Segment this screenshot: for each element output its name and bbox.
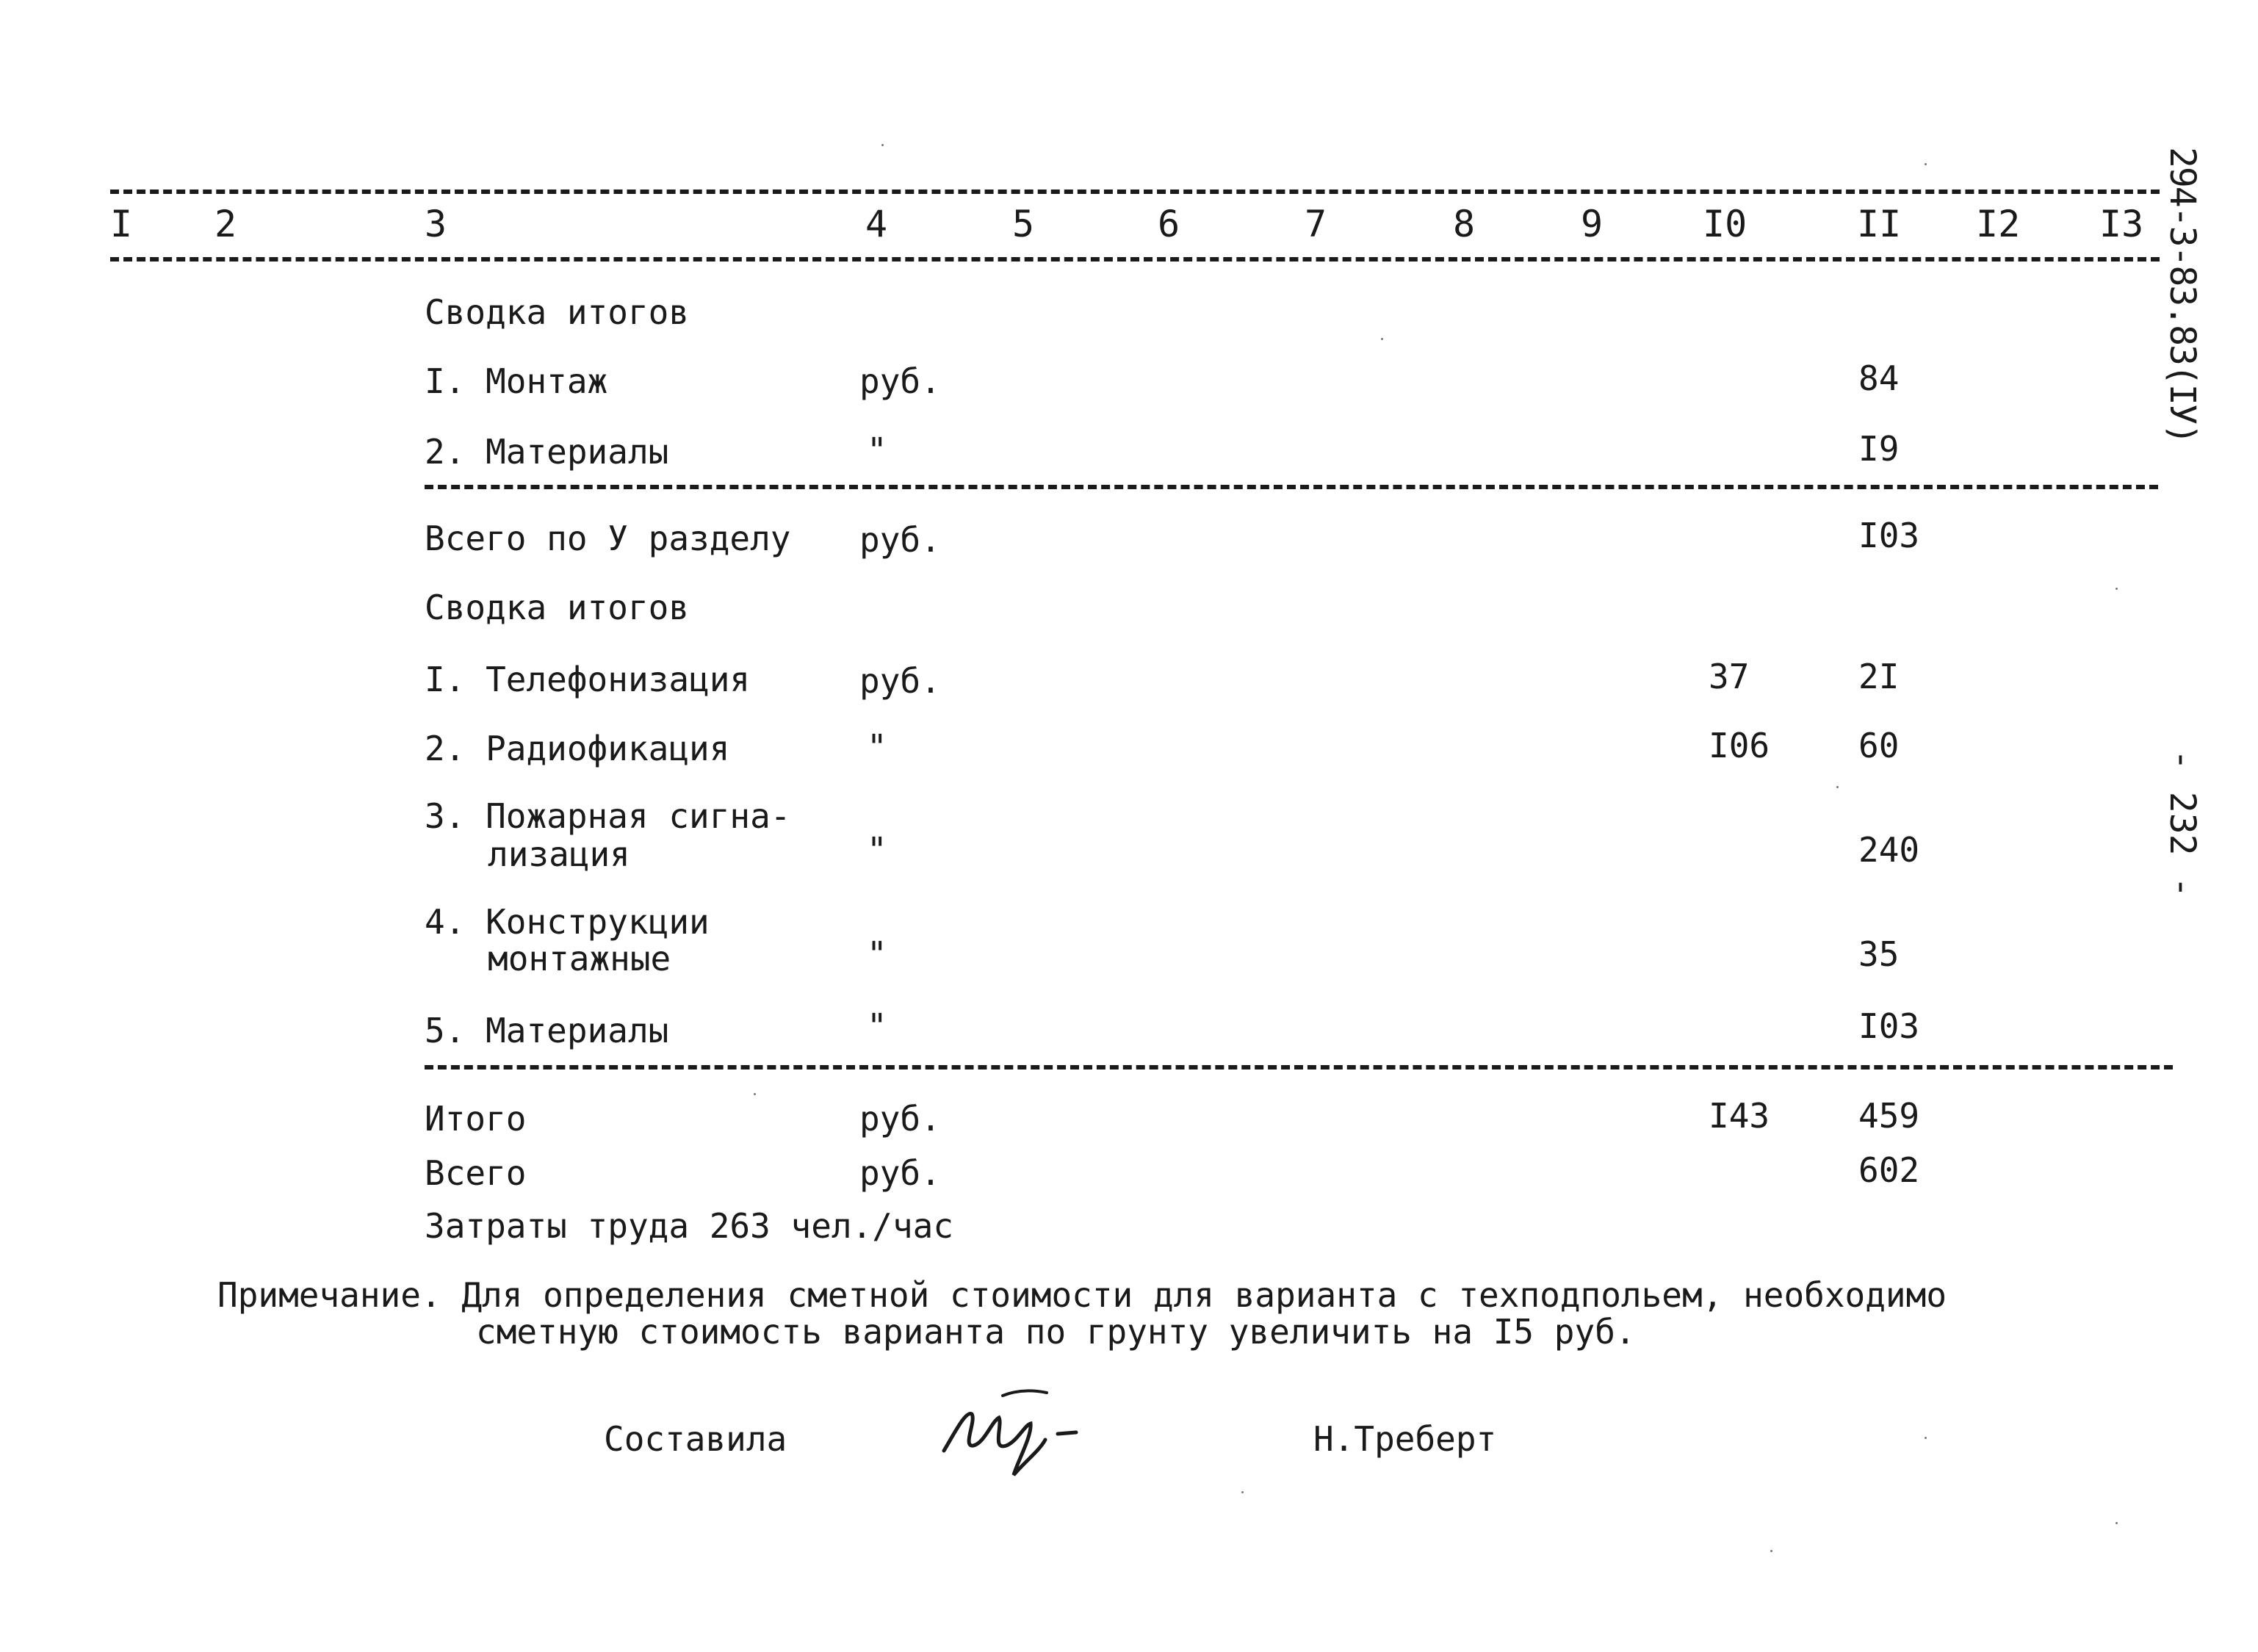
row-value-col11: I9: [1858, 429, 1900, 469]
column-number: I0: [1703, 203, 1747, 245]
row-unit: ": [867, 934, 887, 974]
total-unit: руб.: [859, 520, 941, 560]
row-name: 4. Конструкции: [425, 902, 710, 942]
itogo-name: Итого: [425, 1099, 527, 1139]
note-line-2: сметную стоимость варианта по грунту увеличить на I5 руб.: [476, 1312, 1636, 1352]
row-value-col11: 35: [1858, 934, 1900, 974]
itogo-unit: руб.: [859, 1099, 941, 1139]
scan-speck: [881, 144, 884, 146]
vsego-unit: руб.: [859, 1153, 941, 1193]
itogo-value-col11: 459: [1858, 1096, 1920, 1136]
section-v-rule: [425, 485, 2158, 489]
labor-cost: Затраты труда 263 чел./час: [425, 1206, 954, 1246]
row-value-col11: 2I: [1858, 657, 1900, 696]
header-top-rule: [110, 190, 2160, 194]
column-number: I: [110, 203, 133, 245]
row-value-col10: 37: [1709, 657, 1750, 696]
row-value-col10: I06: [1709, 726, 1770, 765]
scan-speck: [1925, 163, 1927, 165]
compiled-by-label: Составила: [604, 1419, 787, 1459]
scan-speck: [1770, 1550, 1772, 1552]
scan-speck: [1241, 1491, 1244, 1493]
row-unit: ": [867, 830, 887, 870]
column-number: 3: [425, 203, 447, 245]
page-number: - 232 -: [2162, 749, 2203, 898]
column-number: 7: [1305, 203, 1327, 245]
scan-speck: [1381, 338, 1383, 340]
signer-name: Н.Треберт: [1313, 1419, 1497, 1459]
column-number: I2: [1976, 203, 2021, 245]
column-number: 2: [214, 203, 237, 245]
row-unit: руб.: [859, 361, 941, 401]
summary-title: Сводка итогов: [425, 292, 690, 332]
row-name-continued: лизация: [488, 834, 630, 874]
row-name: 5. Материалы: [425, 1011, 669, 1050]
vsego-name: Всего: [425, 1153, 527, 1193]
row-name: I. Монтаж: [425, 361, 608, 401]
vsego-value-col11: 602: [1858, 1150, 1920, 1190]
column-number: 4: [865, 203, 888, 245]
row-name: 2. Радиофикация: [425, 729, 730, 768]
column-number: 8: [1453, 203, 1476, 245]
row-unit: ": [867, 1006, 887, 1046]
itogo-value-col10: I43: [1709, 1096, 1770, 1136]
column-number: I3: [2099, 203, 2144, 245]
row-value-col11: I03: [1858, 1006, 1920, 1046]
handwritten-signature: [929, 1381, 1091, 1484]
column-number: 5: [1012, 203, 1035, 245]
row-unit: ": [867, 727, 887, 767]
row-value-col11: 84: [1858, 358, 1900, 398]
column-number: 9: [1581, 203, 1604, 245]
row-name: I. Телефонизация: [425, 660, 751, 699]
section-vi-rule: [425, 1065, 2173, 1070]
note-line-1: Примечание. Для определения сметной стоимости для варианта с техподпольем, необходимо: [217, 1275, 1947, 1315]
scan-speck: [1836, 786, 1839, 788]
scan-speck: [754, 1093, 756, 1095]
column-number: II: [1857, 203, 1902, 245]
scan-speck: [1925, 1437, 1927, 1439]
row-unit: руб.: [859, 661, 941, 701]
row-name-continued: монтажные: [488, 939, 671, 978]
row-unit: ": [867, 430, 887, 470]
row-value-col11: 240: [1858, 830, 1920, 870]
row-name: 3. Пожарная сигна-: [425, 796, 791, 836]
document-code: 294-3-83.83(IУ): [2162, 147, 2203, 444]
row-value-col11: 60: [1858, 726, 1900, 765]
scan-speck: [2115, 1522, 2118, 1524]
row-name: 2. Материалы: [425, 432, 669, 472]
scan-speck: [2115, 588, 2118, 590]
total-value-col11: I03: [1858, 516, 1920, 555]
column-number: 6: [1158, 203, 1180, 245]
summary-title: Сводка итогов: [425, 588, 690, 627]
header-bottom-rule: [110, 257, 2160, 261]
total-name: Всего по У разделу: [425, 519, 791, 558]
